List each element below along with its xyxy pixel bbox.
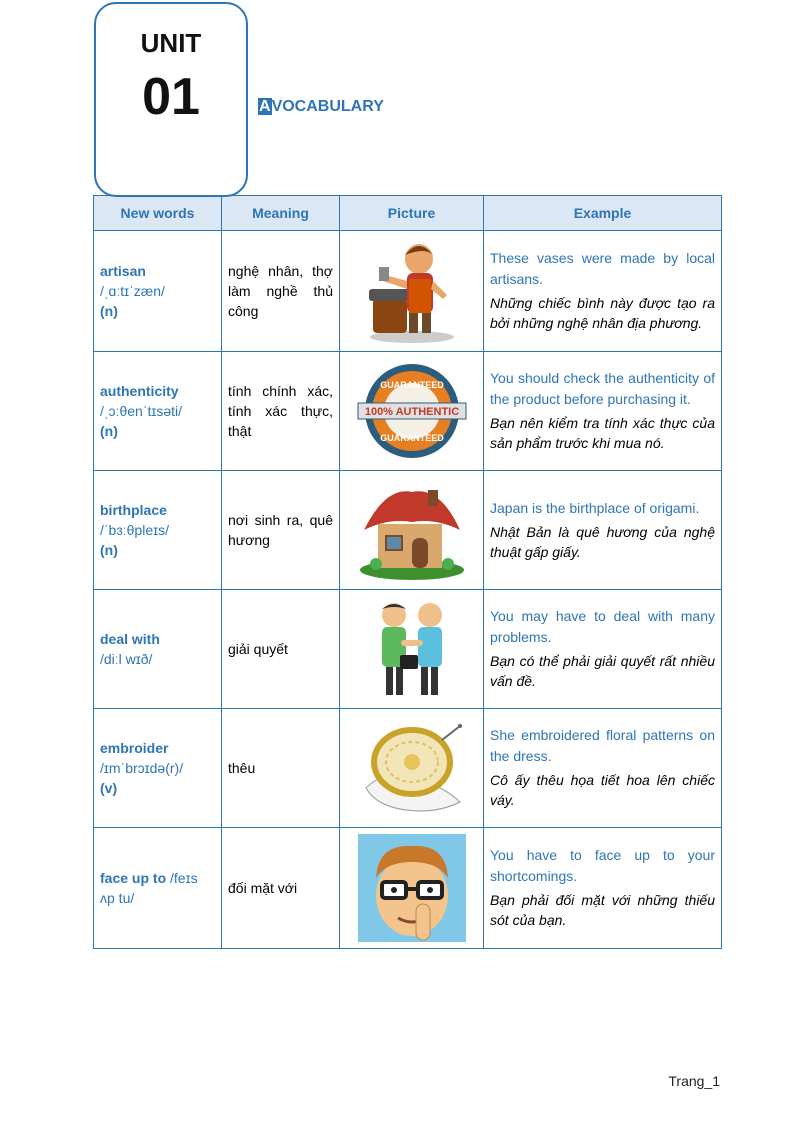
artisan-icon — [357, 237, 467, 345]
word-line — [100, 868, 215, 909]
word: face up to — [100, 869, 167, 886]
table-row — [94, 352, 722, 471]
column-header: New words — [94, 196, 222, 231]
two-businessmen-icon — [362, 597, 462, 701]
word: authenticity — [100, 382, 179, 399]
column-header: Meaning — [222, 196, 340, 231]
example-english: Japan is the birthplace of origami. — [490, 499, 700, 516]
table-row — [94, 471, 722, 590]
unit-number: 01 — [142, 68, 200, 126]
word: embroider — [100, 739, 169, 756]
seal-bottom-text: GUARANTEED — [379, 433, 444, 443]
word: deal with — [100, 630, 160, 647]
column-header: Picture — [340, 196, 484, 231]
word: artisan — [100, 262, 146, 279]
unit-box — [94, 2, 248, 197]
phonetic: /ˈbɜːθpleɪs/ — [100, 521, 169, 538]
face-glasses-icon — [358, 834, 466, 942]
example-vietnamese: Bạn phải đối mặt với những thiếu sót của bạn. — [490, 892, 715, 929]
phonetic: /diːl wɪð/ — [100, 651, 153, 667]
example-cell — [484, 709, 722, 828]
section-letter: A — [259, 98, 271, 115]
house-icon — [356, 478, 468, 582]
seal-top-text: GUARANTEED — [379, 380, 444, 390]
meaning-cell: giải quyết — [222, 590, 340, 709]
phonetic: /ɪmˈbrɔɪdə(r)/ — [100, 759, 184, 776]
meaning-cell: nghệ nhân, thợ làm nghề thủ công — [222, 231, 340, 352]
example-vietnamese: Bạn có thể phải giải quyết rất nhiều vấn đề. — [490, 653, 715, 690]
example-cell — [484, 828, 722, 949]
picture-cell — [340, 231, 484, 352]
example-english: These vases were made by local artisans. — [490, 250, 715, 287]
picture-cell — [340, 590, 484, 709]
example-vietnamese: Những chiếc bình này được tạo ra bởi những nghệ nhân địa phương. — [490, 295, 715, 332]
example-cell — [484, 471, 722, 590]
part-of-speech: (v) — [100, 780, 118, 797]
meaning-cell: nơi sinh ra, quê hương — [222, 471, 340, 590]
example-english: She embroidered floral patterns on the dress. — [490, 727, 715, 764]
section-title-text: VOCABULARY — [271, 98, 384, 115]
new-word-cell — [94, 828, 222, 949]
word: birthplace — [100, 501, 167, 518]
section-title — [258, 98, 384, 116]
new-word-cell — [94, 471, 222, 590]
picture-cell — [340, 709, 484, 828]
example-vietnamese: Bạn nên kiểm tra tính xác thực của sản phẩm trước khi mua nó. — [490, 415, 715, 452]
picture-cell — [340, 352, 484, 471]
example-cell — [484, 231, 722, 352]
part-of-speech: (n) — [100, 423, 118, 440]
column-header: Example — [484, 196, 722, 231]
example-cell — [484, 352, 722, 471]
meaning-cell: tính chính xác, tính xác thực, thật — [222, 352, 340, 471]
example-vietnamese: Nhật Bản là quê hương của nghệ thuật gấp giấy. — [490, 523, 715, 561]
part-of-speech: (n) — [100, 303, 118, 320]
phonetic: /feɪs ʌp tu/ — [100, 869, 198, 906]
picture-cell — [340, 471, 484, 590]
table-row — [94, 828, 722, 949]
new-word-cell — [94, 590, 222, 709]
table-row — [94, 231, 722, 352]
new-word-cell — [94, 231, 222, 352]
phonetic: /ˌɑːtɪˈzæn/ — [100, 282, 165, 299]
example-english: You may have to deal with many problems. — [490, 608, 715, 645]
example-cell — [484, 590, 722, 709]
embroidery-hoop-icon — [356, 718, 468, 818]
example-english: You have to face up to your shortcomings. — [490, 847, 715, 884]
table-header-row — [94, 196, 722, 231]
new-word-cell — [94, 352, 222, 471]
table-row — [94, 709, 722, 828]
new-word-cell — [94, 709, 222, 828]
example-english: You should check the authenticity of the product before purchasing it. — [490, 370, 715, 407]
meaning-cell: thêu — [222, 709, 340, 828]
page-number: Trang_1 — [668, 1073, 720, 1089]
vocabulary-table — [93, 195, 722, 949]
example-vietnamese: Cô ấy thêu họa tiết hoa lên chiếc váy. — [490, 772, 715, 809]
phonetic: /ˌɔːθenˈtɪsəti/ — [100, 402, 183, 419]
unit-label: UNIT — [140, 28, 202, 58]
table-row — [94, 590, 722, 709]
meaning-cell: đối mặt với — [222, 828, 340, 949]
picture-cell — [340, 828, 484, 949]
seal-middle-text: 100% AUTHENTIC — [364, 406, 459, 418]
part-of-speech: (n) — [100, 542, 118, 559]
authentic-seal-icon — [356, 361, 468, 461]
